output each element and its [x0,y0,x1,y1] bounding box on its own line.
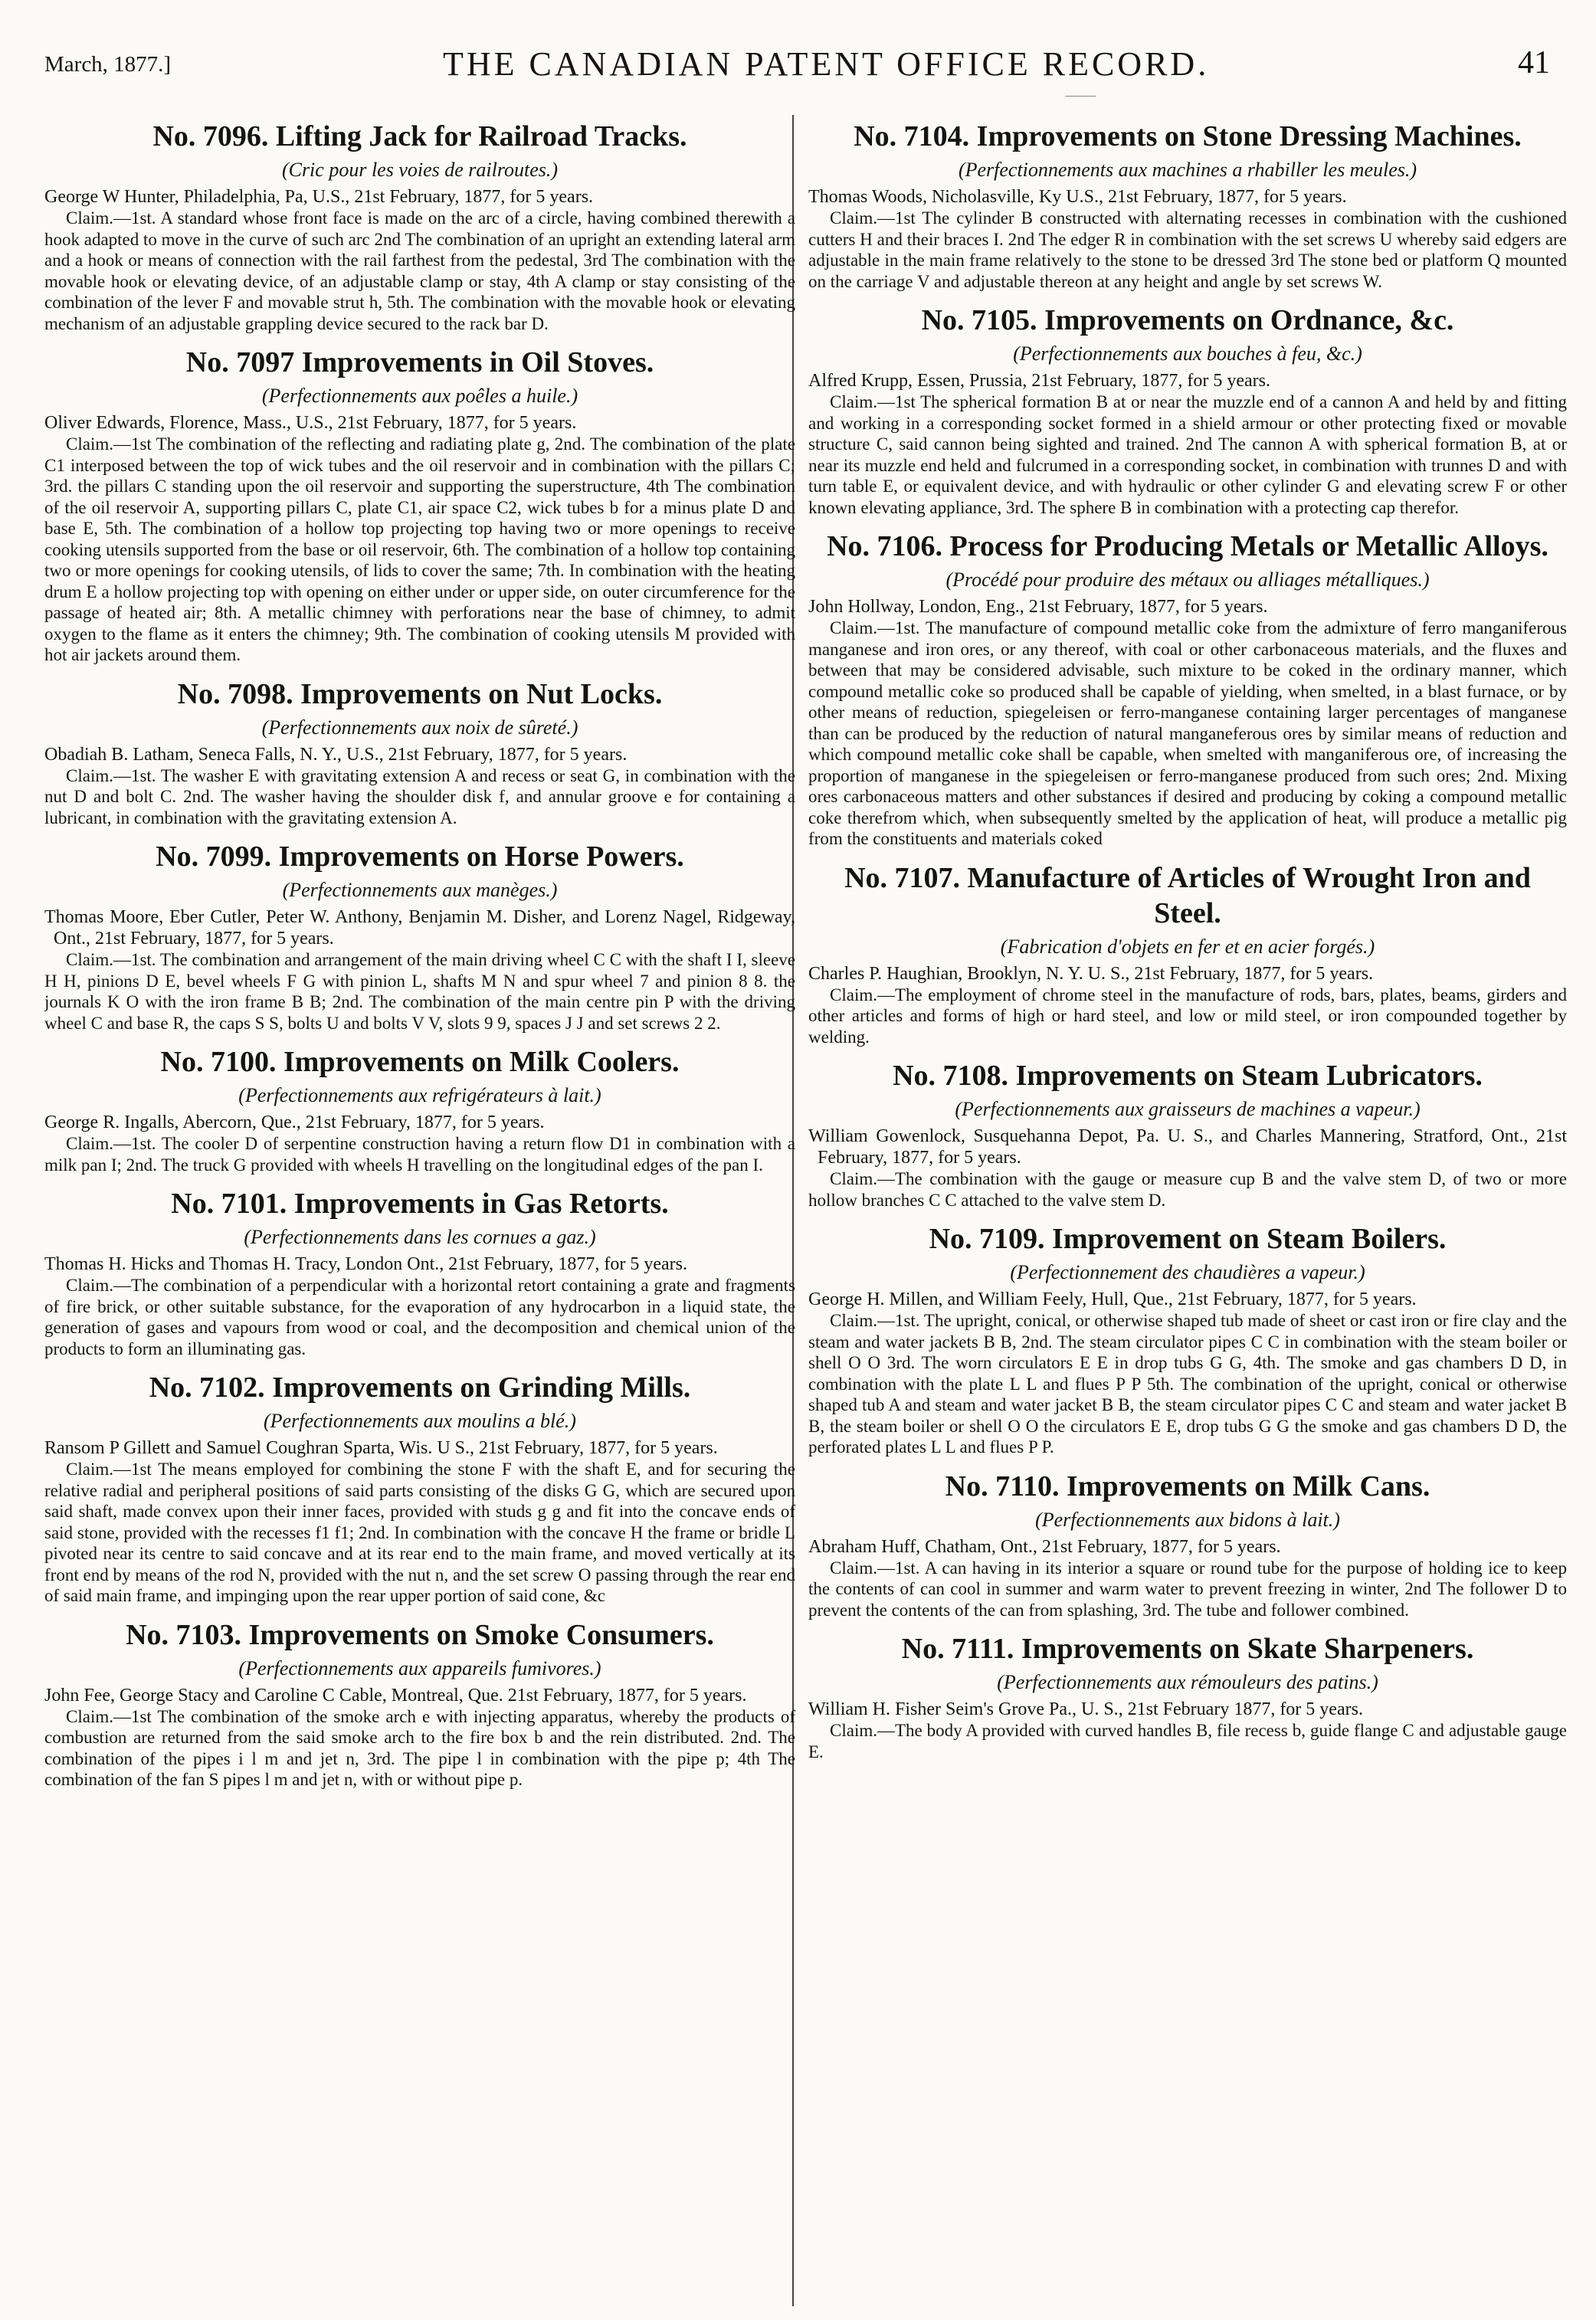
french-title: (Perfectionnements aux refrigérateurs à lait.) [238,1084,601,1106]
patent-entry [44,1370,795,1607]
inventor-line: Charles P. Haughian, Brooklyn, N. Y. U. S., 21st February, 1877, for 5 years. [808,963,1374,984]
patent-entry [44,1617,795,1791]
patent-title: No. 7107. Manufacture of Articles of Wrought Iron and Steel. [844,861,1531,929]
claim-text: Claim.—1st. The manufacture of compound metallic coke from the admixture of ferro manganiferous manganese and iron ores, or any thereof, with coal or other carbonaceous materials, and the fluxes and between that may be considered advisable, such mixture to be coked in the ordinary manner, which compound metallic coke so produced shall be capable of yielding, when smelted, in a blast furnace, or by other means of reduction, spiegeleisen or ferro-manganese containing larger percentages of manganese than can be produced by the reduction of natural manganeferous ores by similar means of reduction and which compound metallic coke shall be capable, when smelted with manganiferous ore, of increasing the proportion of manganese in the spiegeleisen or ferro-manganese produced from such ores; 2nd. Mixing ores carbonaceous matters and other substances if desired and producing by coking a compound metallic coke therefrom which, when subsequently smelted by the application of heat, will produce a metallic pig from the constituents and materials coked [808,618,1567,848]
inventor-line: Ransom P Gillett and Samuel Coughran Sparta, Wis. U S., 21st February, 1877, for 5 years. [44,1438,718,1458]
claim-text: Claim.—The combination of a perpendicular with a horizontal retort containing a grate and fragments of fire brick, or other suitable substance, for the evaporation of any hydrocarbon in a liquid state, the generation of gases and vapours from wood or coal, and the decomposition and chemical union of the products to form an illuminating gas. [44,1276,795,1358]
french-title: (Perfectionnements aux machines a rhabiller les meules.) [958,159,1417,181]
inventor-line: Obadiah B. Latham, Seneca Falls, N. Y., U.S., 21st February, 1877, for 5 years. [44,744,628,765]
patent-title: No. 7098. Improvements on Nut Locks. [177,677,663,710]
patent-title: No. 7111. Improvements on Skate Sharpeners. [901,1633,1474,1665]
patent-entry [808,1058,1567,1211]
patent-title: No. 7103. Improvements on Smoke Consumers. [126,1618,714,1651]
claim-text: Claim.—1st The combination of the reflecting and radiating plate g, 2nd. The combination of the plate C1 interposed between the top of wick tubes and the oil reservoir and in combination with the pillars C; 3rd. the pillars C standing upon the oil reservoir and supporting the superstructure, 4th The combination of the oil reservoir A, supporting pillars C, plate C1, air space C2, wick tubes b for a minus plate D and base E, 5th. The combination of a hollow top projecting top having two or more openings to receive cooking utensils supported from the base or oil reservoir, 6th. The combination of a hollow top containing two or more openings for cooking utensils, of lids to cover the same; 7th. In combination with the heating drum E a hollow projecting top with opening on either under or upper side, on outer circumference for the passage of heated air; 8th. A metallic chimney with perforations near the base of chimney, to admit oxygen to the flame as it enters the chimney; 9th. The combination of cooking utensils M provided with hot air jackets around them. [44,434,795,664]
french-title: (Perfectionnements dans les cornues a gaz.) [244,1226,596,1248]
patent-entry [808,119,1567,292]
patent-entry [808,1469,1567,1621]
inventor-line: Alfred Krupp, Essen, Prussia, 21st February, 1877, for 5 years. [808,371,1270,391]
inventor-line: John Hollway, London, Eng., 21st February, 1877, for 5 years. [808,597,1268,617]
inventor-line: Thomas Moore, Eber Cutler, Peter W. Anthony, Benjamin M. Disher, and Lorenz Nagel, Ridgeway, Ont., 21st February, 1877, for 5 years. [44,907,795,949]
claim-text: Claim.—The body A provided with curved handles B, file recess b, guide flange C and adjustable gauge E. [808,1721,1567,1761]
inventor-line: William H. Fisher Seim's Grove Pa., U. S., 21st February 1877, for 5 years. [808,1699,1363,1719]
french-title: (Perfectionnements aux rémouleurs des patins.) [997,1671,1378,1693]
inventor-line: George R. Ingalls, Abercorn, Que., 21st February, 1877, for 5 years. [44,1112,545,1132]
header-date: March, 1877.] [44,52,172,77]
french-title: (Perfectionnements aux moulins a blé.) [264,1410,576,1432]
french-title: (Perfectionnements aux bouches à feu, &c.) [1013,342,1362,365]
french-title: (Perfectionnements aux manèges.) [282,879,558,901]
patent-entry [808,303,1567,518]
patent-title: No. 7109. Improvement on Steam Boilers. [929,1223,1447,1255]
patent-entry [808,1631,1567,1762]
header-rule [1065,96,1096,97]
french-title: (Cric pour les voies de railroutes.) [281,159,559,181]
patent-title: No. 7105. Improvements on Ordnance, &c. [921,304,1454,336]
patent-title: No. 7100. Improvements on Milk Coolers. [160,1046,680,1078]
inventor-line: Thomas Woods, Nicholasville, Ky U.S., 21st February, 1877, for 5 years. [808,187,1347,207]
claim-text: Claim.—1st. The washer E with gravitating extension A and recess or seat G, in combination with the nut D and bolt C. 2nd. The washer having the shoulder disk f, and annular groove e for containing a lubricant, in combination with the gravitating extension A. [44,765,795,827]
patent-title: No. 7099. Improvements on Horse Powers. [156,841,684,873]
patent-entry [808,860,1567,1048]
page-header [44,38,1565,92]
claim-text: Claim.—1st The combination of the smoke arch e with injecting apparatus, whereby the products of combustion are returned from the said smoke arch to the fire box b and the rein distributed. 2nd. The combination of the pipes i l m and jet n, 3rd. The pipe l in combination with the pipe p; 4th The combination of the fan S pipes l m and jet n, with or without pipe p. [44,1706,795,1789]
patent-title: No. 7097 Improvements in Oil Stoves. [185,346,654,378]
patent-title: No. 7108. Improvements on Steam Lubricators. [893,1060,1483,1092]
french-title: (Perfectionnements aux poêles a huile.) [261,385,578,407]
french-title: (Perfectionnements aux appareils fumivores.) [238,1656,601,1679]
patent-entry [44,119,795,334]
french-title: (Perfectionnements aux graisseurs de machines a vapeur.) [955,1098,1421,1120]
inventor-line: John Fee, George Stacy and Caroline C Cable, Montreal, Que. 21st February, 1877, for 5 years. [44,1685,747,1706]
patent-entry [44,1044,795,1175]
patent-title: No. 7102. Improvements on Grinding Mills. [149,1371,691,1404]
claim-text: Claim.—1st The cylinder B constructed with alternating recesses in combination with the cushioned cutters H and their braces I. 2nd The edger R in combination with the set screws U whereby said edgers are adjustable in the main frame relatively to the stone to be dressed 3rd The stone bed or platform Q mounted on the carriage V and adjustable thereon at any height and angle by set screws W. [808,208,1567,291]
claim-text: Claim.—The employment of chrome steel in the manufacture of rods, bars, plates, beams, girders and other articles and forms of high or hard steel, and low or mild steel, or iron compounded together by welding. [808,985,1567,1047]
inventor-line: William Gowenlock, Susquehanna Depot, Pa. U. S., and Charles Mannering, Stratford, Ont., 21st February, 1877, for 5 years. [808,1126,1567,1168]
claim-text: Claim.—The combination with the gauge or measure cup B and the valve stem D, of two or more hollow branches C C attached to the valve stem D. [808,1169,1567,1210]
patent-entry [808,529,1567,850]
french-title: (Fabrication d'objets en fer et en acier forgés.) [1000,935,1375,958]
patent-title: No. 7101. Improvements in Gas Retorts. [171,1188,669,1220]
claim-text: Claim.—1st The means employed for combining the stone F with the shaft E, and for securing the relative radial and peripheral positions of said parts consisting of the disks G G, which are secured upon said shaft, made convex upon their inner faces, provided with studs g g and fit into the concave ends of said stone, provided with the recesses f1 f1; 2nd. In combination with the concave H the frame or bridle L pivoted near its centre to said concave and at its rear end to the main frame, and moved vertically at its front end by means of the rod N, provided with the nut n, and the set screw O passing through the rear end of said main frame, and impinging upon the rear upper portion of said cone, &c [44,1460,795,1605]
inventor-line: Oliver Edwards, Florence, Mass., U.S., 21st February, 1877, for 5 years. [44,413,577,433]
header-title: THE CANADIAN PATENT OFFICE RECORD. [443,45,1210,83]
claim-text: Claim.—1st. The combination and arrangement of the main driving wheel C C with the shaft I I, sleeve H H, pinions D E, bevel wheels F G with pinion L, shafts M N and spur wheel 7 and pinion 8 8. the journals K O with the iron frame B B; 2nd. The combination of the main centre pin P with the driving wheel C and base R, the caps S S, bolts U and bolts V V, slots 9 9, spaces J J and set screws 2 2. [44,950,795,1033]
left-column [44,119,795,2310]
right-column [808,119,1567,2310]
claim-text: Claim.—1st. A can having in its interior a square or round tube for the purpose of holding ice to keep the contents of can cool in summer and warm water to prevent freezing in winter, 2nd The follower D to prevent the contents of the can from splashing, 3rd. The tube and follower combined. [808,1558,1567,1620]
patent-entry [44,1186,795,1359]
inventor-line: George H. Millen, and William Feely, Hull, Que., 21st February, 1877, for 5 years. [808,1289,1417,1309]
inventor-line: Thomas H. Hicks and Thomas H. Tracy, London Ont., 21st February, 1877, for 5 years. [44,1254,688,1274]
inventor-line: Abraham Huff, Chatham, Ont., 21st February, 1877, for 5 years. [808,1536,1281,1557]
claim-text: Claim.—1st The spherical formation B at or near the muzzle end of a cannon A and held by and fitting and working in a corresponding socket formed in a shield armour or other protecting fixed or movable structure C, said cannon being sighted and trained. 2nd The cannon A with spherical formation B, at or near its muzzle end held and fulcrumed in a corresponding socket, in combination with trunnes D and with turn table E, or equivalent device, and with hydraulic or other cylinder G and elevating screw F or other known elevating appliance, 3rd. The sphere B in combination with a protecting cap therefor. [808,392,1567,517]
inventor-line: George W Hunter, Philadelphia, Pa, U.S., 21st February, 1877, for 5 years. [44,187,594,207]
patent-entry [44,839,795,1034]
patent-title: No. 7106. Process for Producing Metals or Metallic Alloys. [827,530,1548,562]
patent-entry [44,345,795,666]
claim-text: Claim.—1st. A standard whose front face is made on the arc of a circle, having combined therewith a hook adapted to move in the curve of such arc 2nd The combination of an upright an extending lateral arm and a hook or means of connection with the rail farthest from the pedestal, 3rd The combination with the movable hook or elevating device, of an adjustable clamp or stay, 4th A clamp or stay consisting of the combination of the lever F and movable strut h, 5th. The combination with the movable hook or elevating mechanism of an adjustable grappling device secured to the rack bar D. [44,208,795,333]
french-title: (Perfectionnements aux noix de sûreté.) [261,716,578,739]
page-number: 41 [1518,45,1550,80]
patent-title: No. 7104. Improvements on Stone Dressing Machines. [854,120,1522,152]
french-title: (Perfectionnement des chaudières a vapeur.) [1010,1261,1365,1283]
patent-entry [44,677,795,829]
patent-entry [808,1221,1567,1458]
french-title: (Procédé pour produire des métaux ou alliages métalliques.) [945,569,1430,591]
patent-title: No. 7096. Lifting Jack for Railroad Tracks. [152,120,687,152]
patent-title: No. 7110. Improvements on Milk Cans. [945,1470,1431,1502]
french-title: (Perfectionnements aux bidons à lait.) [1035,1508,1340,1531]
claim-text: Claim.—1st. The upright, conical, or otherwise shaped tub made of sheet or cast iron or fire clay and the steam and water jackets B B, 2nd. The steam circulator pipes C C in combination with the steam boiler or shell O O 3rd. The worn circulators E E in drop tubs G G, 4th. The smoke and gas chambers D D, in combination with the plate L L and flues P P 5th. The combination of the upright, conical or otherwise shaped tub A and steam and water jacket B B, the steam circulator pipes C C and steam and water jacket B B, the steam boiler or shell O O the circulators E E, drop tubs G G the smoke and gas chambers D D, the perforated plates L L and flues P P. [808,1311,1567,1457]
claim-text: Claim.—1st. The cooler D of serpentine construction having a return flow D1 in combination with a milk pan I; 2nd. The truck G provided with wheels H travelling on the longitudinal edges of the pan I. [44,1134,795,1175]
